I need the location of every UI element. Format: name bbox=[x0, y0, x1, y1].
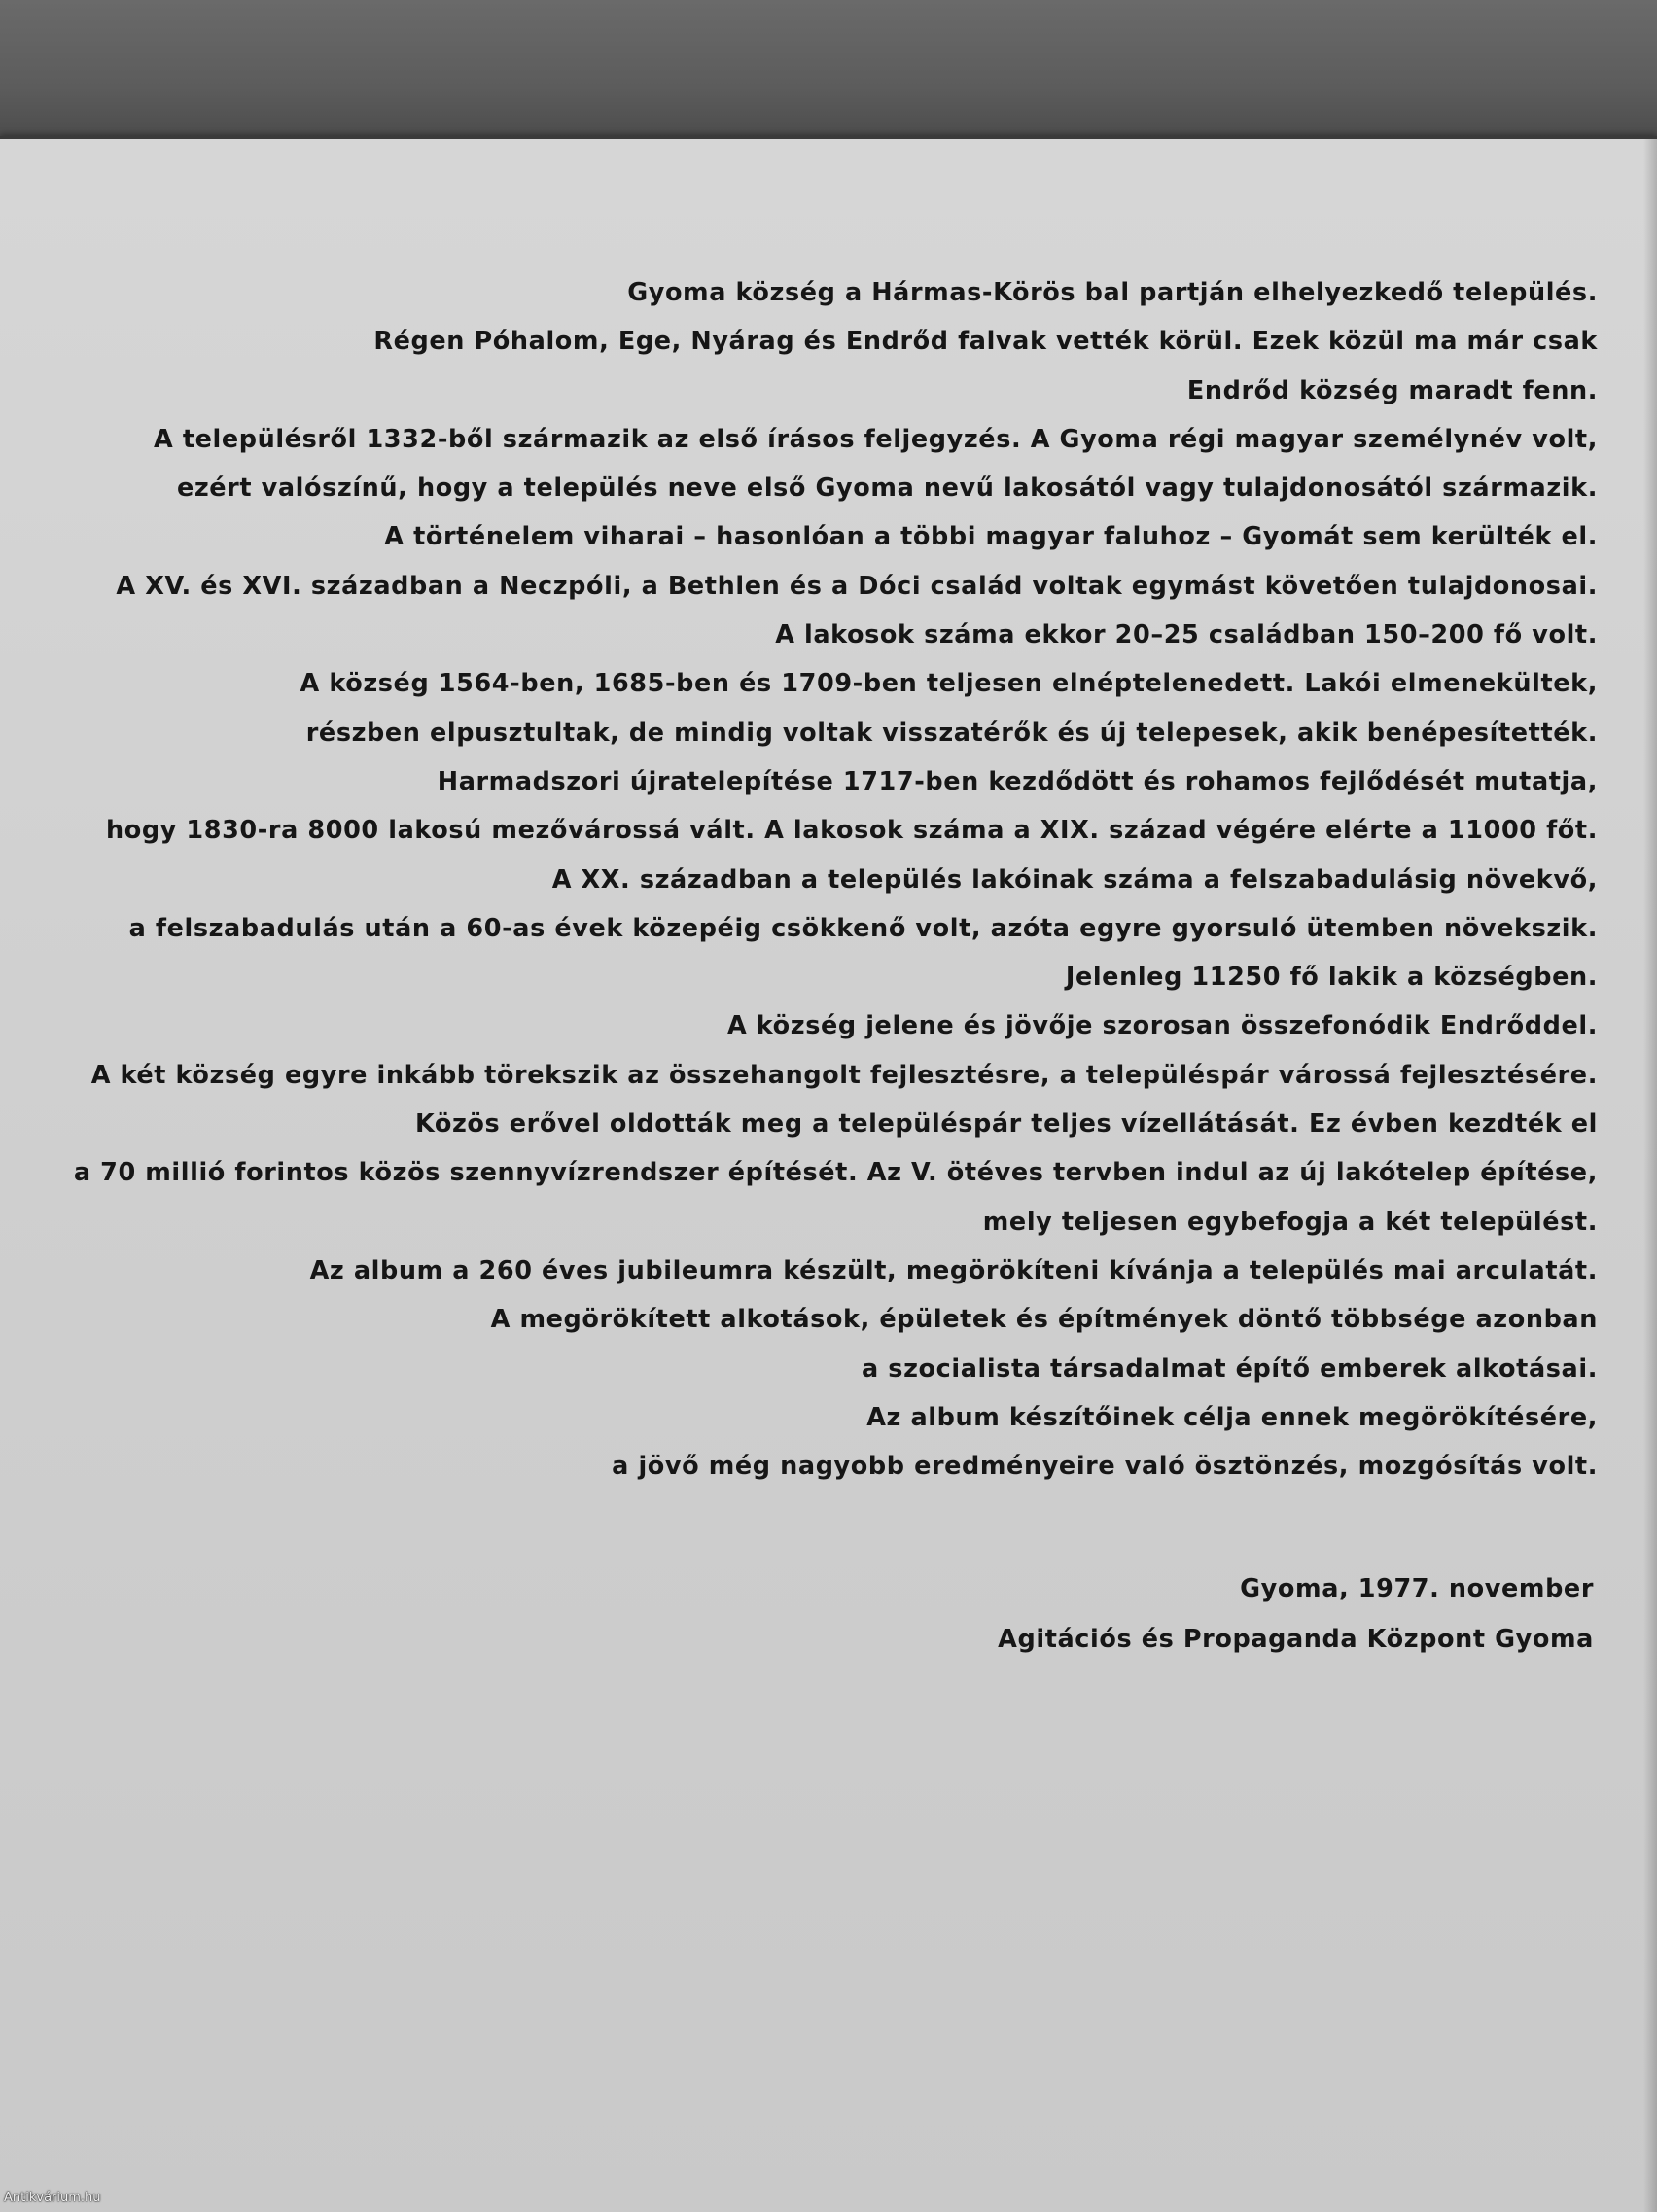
text-line: A XX. században a település lakóinak száma a felszabadulásig növekvő, bbox=[551, 864, 1598, 895]
text-line: A község jelene és jövője szorosan összefonódik Endrőddel. bbox=[726, 1011, 1598, 1041]
text-line: a felszabadulás után a 60-as évek közepéig csökkenő volt, azóta egyre gyorsuló ütemben növekszik. bbox=[128, 913, 1598, 943]
signature-block bbox=[719, 1563, 1594, 1665]
watermark-text: Antikvárium.hu bbox=[4, 2191, 101, 2205]
text-line: Közös erővel oldották meg a településpár teljes vízellátását. Ez évben kezdték el bbox=[414, 1109, 1598, 1140]
document-page bbox=[0, 136, 1657, 2212]
body-text bbox=[22, 268, 1598, 1491]
signature-place-date: Gyoma, 1977. november bbox=[1240, 1574, 1594, 1603]
background-surface bbox=[0, 0, 1657, 146]
text-line: Endrőd község maradt fenn. bbox=[1186, 375, 1598, 405]
text-line: mely teljesen egybefogja a két települést. bbox=[982, 1207, 1598, 1237]
text-line: Régen Póhalom, Ege, Nyárag és Endrőd falvak vették körül. Ezek közül ma már csak bbox=[373, 327, 1598, 357]
text-line: A község 1564-ben, 1685-ben és 1709-ben teljesen elnéptelenedett. Lakói elmenekültek, bbox=[300, 669, 1598, 699]
page-edge-shadow bbox=[1643, 139, 1657, 2212]
signature-organization: Agitációs és Propaganda Központ Gyoma bbox=[998, 1625, 1594, 1654]
text-line: Az album készítőinek célja ennek megörökítésére, bbox=[866, 1402, 1598, 1432]
text-line: A két község egyre inkább törekszik az összehangolt fejlesztésre, a településpár várossá fejlesztésére. bbox=[90, 1060, 1598, 1090]
text-line: Az album a 260 éves jubileumra készült, megörökíteni kívánja a település mai arculatát. bbox=[309, 1255, 1598, 1285]
text-line: Harmadszori újratelepítése 1717-ben kezdődött és rohamos fejlődését mutatja, bbox=[437, 766, 1598, 796]
text-line: a 70 millió forintos közös szennyvízrendszer építését. Az V. ötéves tervben indul az új lakótelep építése, bbox=[73, 1158, 1598, 1188]
text-line: hogy 1830-ra 8000 lakosú mezővárossá vált. A lakosok száma a XIX. század végére elérte a 11000 főt. bbox=[105, 816, 1598, 846]
text-line: Gyoma község a Hármas-Körös bal partján elhelyezkedő település. bbox=[627, 278, 1598, 307]
text-line: a jövő még nagyobb eredményeire való ösztönzés, mozgósítás volt. bbox=[612, 1452, 1598, 1482]
text-line: Jelenleg 11250 fő lakik a községben. bbox=[1065, 963, 1598, 993]
text-line: A történelem viharai – hasonlóan a többi magyar faluhoz – Gyomát sem kerülték el. bbox=[384, 522, 1598, 552]
text-line: a szocialista társadalmat építő emberek alkotásai. bbox=[862, 1353, 1598, 1384]
text-line: A XV. és XVI. században a Neczpóli, a Bethlen és a Dóci család voltak egymást követően tulajdonosai. bbox=[116, 571, 1598, 601]
text-line: A településről 1332-ből származik az első írásos feljegyzés. A Gyoma régi magyar személynév volt, bbox=[154, 424, 1598, 454]
text-line: ezért valószínű, hogy a település neve első Gyoma nevű lakosától vagy tulajdonosától származik. bbox=[176, 474, 1598, 504]
text-line: A megörökített alkotások, épületek és építmények döntő többsége azonban bbox=[490, 1305, 1598, 1335]
text-line: részben elpusztultak, de mindig voltak visszatérők és új telepesek, akik benépesítették. bbox=[305, 718, 1598, 748]
text-line: A lakosok száma ekkor 20–25 családban 150–200 fő volt. bbox=[775, 620, 1598, 650]
